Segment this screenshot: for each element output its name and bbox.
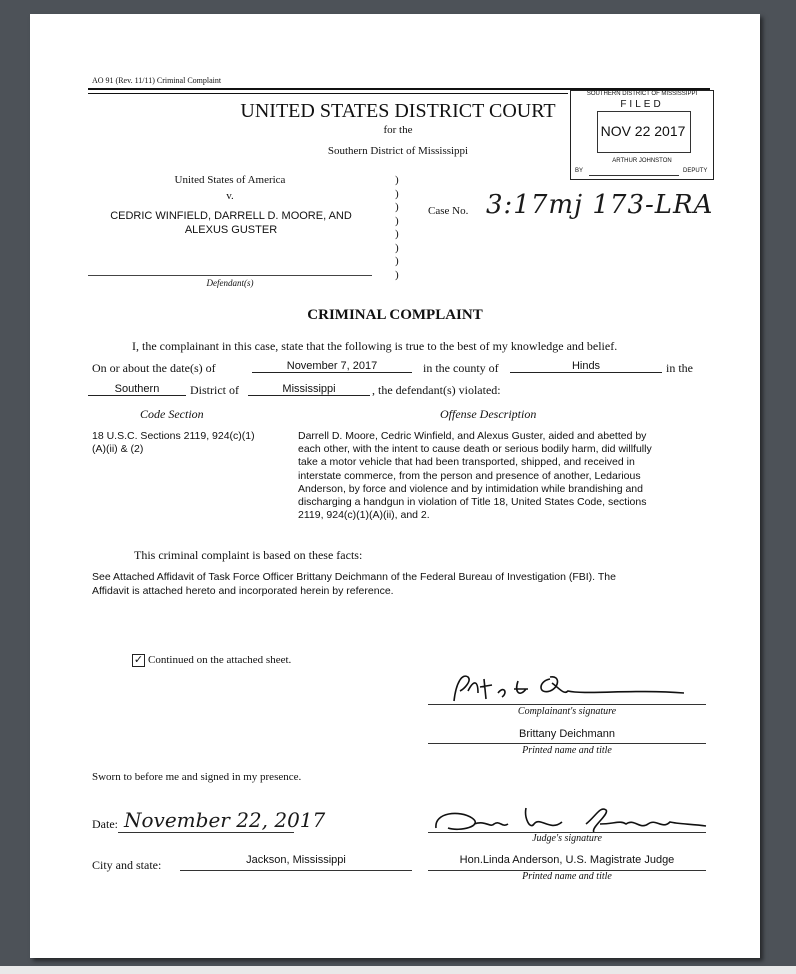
defendants-rule — [88, 275, 372, 276]
offense-description-header: Offense Description — [440, 407, 537, 421]
facts-line-2: Affidavit is attached hereto and incorporated herein by reference. — [92, 584, 394, 597]
court-title: UNITED STATES DISTRICT COURT — [240, 100, 556, 122]
offense-date: November 7, 2017 — [252, 360, 412, 373]
filed-stamp-label: FILED — [620, 99, 664, 110]
filed-stamp-by-line — [589, 175, 679, 176]
form-id: AO 91 (Rev. 11/11) Criminal Complaint — [92, 76, 222, 85]
complainant-printed-caption: Printed name and title — [522, 745, 612, 756]
offense-line: 2119, 924(c)(1)(A)(ii), and 2. — [298, 509, 430, 522]
court-district: Southern District of Mississippi — [327, 145, 469, 157]
document-page — [30, 14, 760, 958]
district-name: Southern — [88, 383, 186, 396]
case-number-handwritten: 3:17mj 173-LRA — [486, 190, 714, 220]
filed-stamp-by: BY — [575, 168, 584, 174]
on-or-about-label: On or about the date(s) of — [92, 361, 216, 375]
offense-line: discharging a handgun in violation of Title 18, United States Code, sections — [298, 496, 647, 509]
defendants-label: Defendant(s) — [206, 278, 254, 288]
date-handwritten: November 22, 2017 — [124, 808, 326, 832]
filed-stamp-clerk: ARTHUR JOHNSTON — [612, 158, 672, 164]
city-state-rule — [180, 870, 412, 871]
offense-line: each other, with the intent to cause death or serious bodily harm, did willfully — [298, 443, 652, 456]
judge-printed-caption: Printed name and title — [522, 871, 612, 882]
offense-line: Anderson, by force and violence and by intimidation while brandishing and — [298, 482, 643, 495]
case-no-label: Case No. — [428, 205, 469, 217]
complainant-signature-caption: Complainant's signature — [517, 706, 617, 717]
complainant-signature-rule — [428, 704, 706, 705]
district-of-label: District of — [190, 383, 239, 397]
next-page-edge — [0, 966, 796, 974]
filed-stamp-district: SOUTHERN DISTRICT OF MISSISSIPPI — [586, 91, 698, 97]
continued-label: Continued on the attached sheet. — [148, 654, 292, 666]
versus: v. — [226, 190, 234, 202]
court-for-the: for the — [383, 124, 413, 136]
caption-parentheses: ) ) ) ) ) ) ) ) — [395, 174, 399, 281]
continued-checkbox[interactable]: ✓ — [133, 654, 144, 666]
facts-intro: This criminal complaint is based on these facts: — [134, 548, 363, 562]
filed-stamp-deputy: DEPUTY — [683, 168, 708, 174]
plaintiff-name: United States of America — [174, 174, 286, 186]
offense-line: Darrell D. Moore, Cedric Winfield, and Alexus Guster, aided and abetted by — [298, 430, 647, 442]
in-the-label: in the — [666, 361, 693, 375]
facts-line-1: See Attached Affidavit of Task Force Officer Brittany Deichmann of the Federal Bureau of Investigation (FBI). The — [92, 571, 616, 583]
code-section-header: Code Section — [140, 407, 204, 421]
offense-line: interstate commerce, from the person and presence of another, Ledarious — [298, 469, 641, 482]
city-state-value: Jackson, Mississippi — [246, 854, 346, 866]
code-section-line-1: 18 U.S.C. Sections 2119, 924(c)(1) — [92, 430, 255, 442]
date-label: Date: — [92, 817, 118, 831]
defendants-line-1: CEDRIC WINFIELD, DARRELL D. MOORE, AND — [110, 210, 352, 222]
judge-signature — [430, 802, 710, 836]
state-value: Mississippi — [248, 383, 370, 396]
judge-name: Hon.Linda Anderson, U.S. Magistrate Judge — [459, 854, 675, 866]
facts-text — [92, 571, 616, 598]
code-section-text — [92, 430, 255, 456]
code-section-line-2: (A)(ii) & (2) — [92, 443, 144, 456]
complainant-name: Brittany Deichmann — [519, 728, 615, 740]
sworn-statement: Sworn to before me and signed in my presence. — [92, 771, 302, 783]
offense-line: take a motor vehicle that had been transported, shipped, and received in — [298, 456, 635, 469]
complainant-name-rule — [428, 743, 706, 744]
filed-stamp-date: NOV 22 2017 — [600, 123, 686, 139]
complaint-title: CRIMINAL COMPLAINT — [307, 307, 483, 323]
complaint-intro: I, the complainant in this case, state that the following is true to the best of my knowledge and belief. — [132, 339, 618, 353]
top-rule-thin — [88, 93, 568, 94]
offense-description-text — [298, 430, 708, 522]
violated-label: , the defendant(s) violated: — [372, 383, 501, 397]
filed-stamp — [570, 90, 714, 180]
complainant-signature — [434, 669, 684, 709]
defendants-line-2: ALEXUS GUSTER — [184, 224, 278, 236]
county-label: in the county of — [423, 361, 499, 375]
county-value: Hinds — [510, 360, 662, 373]
judge-signature-caption: Judge's signature — [532, 833, 602, 844]
date-rule — [118, 832, 294, 833]
city-state-label: City and state: — [92, 858, 162, 872]
